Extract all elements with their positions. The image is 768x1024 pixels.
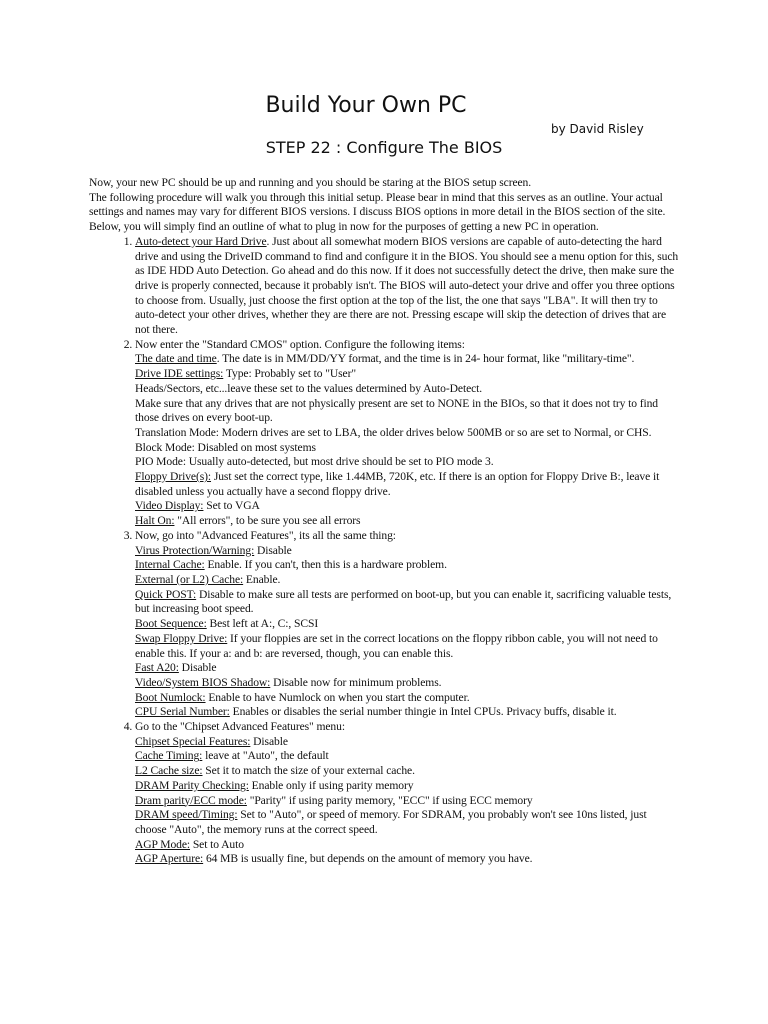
step-line (135, 764, 680, 779)
step-line (135, 779, 680, 794)
step-line (135, 470, 680, 499)
setting-label: Internal Cache: (135, 558, 205, 572)
setting-text: Enable. (243, 572, 281, 586)
setting-text: If your floppies are set in the correct locations on the floppy ribbon cable, you will not need to enable this. If your a: and b: are reversed, though, you can enable this. (135, 631, 658, 660)
setting-text: Translation Mode: Modern drives are set to LBA, the older drives below 500MB or so are set to Normal, or CHS. (135, 425, 652, 439)
step-item (135, 529, 680, 720)
setting-label: Halt On: (135, 514, 175, 528)
setting-text: Heads/Sectors, etc...leave these set to the values determined by Auto-Detect. (135, 381, 483, 395)
step-line (135, 852, 680, 867)
setting-text: Enable to have Numlock on when you start the computer. (205, 690, 470, 704)
setting-label: Video Display: (135, 499, 204, 513)
setting-label: Quick POST: (135, 587, 197, 601)
setting-text: Now, go into "Advanced Features", its all the same thing: (135, 528, 396, 542)
step-line (135, 705, 680, 720)
step-line (135, 661, 680, 676)
setting-text: . Just about all somewhat modern BIOS versions are capable of auto-detecting the hard drive and using the DriveID command to find and configure it in the BIOS. You should see a menu option for this, such as IDE HDD Auto Detection. Go ahead and do this now. If it does not successfully detect the drive, then make sure the drive is properly connected, because it probably isn't. The BIOS will auto-detect your drive and offer you three options to choose from. Usually, just choose the first option at the top of the list, the one that says "LBA". It will then try to auto-detect your other drives, whether they are there are not. Pressing escape will skip the detection of drives that are not there. (135, 234, 679, 337)
setting-text: Set it to match the size of your external cache. (202, 764, 415, 778)
setting-label: Swap Floppy Drive: (135, 631, 228, 645)
step-line (135, 691, 680, 706)
setting-text: Just set the correct type, like 1.44MB, 720K, etc. If there is an option for Floppy Drive B:, leave it disabled unless you actually have a second floppy drive. (135, 470, 660, 498)
step-line (135, 397, 680, 426)
setting-text: Go to the "Chipset Advanced Features" menu: (135, 720, 345, 734)
setting-text: Disable (178, 661, 217, 675)
step-line (135, 720, 680, 735)
setting-label: Floppy Drive(s): (135, 470, 212, 484)
steps-list (89, 235, 680, 867)
setting-text: 64 MB is usually fine, but depends on the amount of memory you have. (203, 852, 533, 866)
setting-label: Boot Sequence: (135, 617, 207, 631)
setting-label: Virus Protection/Warning: (135, 543, 255, 557)
step-heading: STEP 22 : Configure The BIOS (265, 138, 503, 157)
step-line (135, 749, 680, 764)
setting-text: Enable. If you can't, then this is a hardware problem. (204, 558, 447, 572)
step-line (135, 558, 680, 573)
setting-label: Drive IDE settings: (135, 367, 224, 381)
setting-label: DRAM Parity Checking: (135, 778, 249, 792)
step-line (135, 676, 680, 691)
setting-label: Cache Timing: (135, 749, 203, 763)
setting-text: Now enter the "Standard CMOS" option. Configure the following items: (135, 337, 465, 351)
setting-text: Set to VGA (203, 499, 260, 513)
step-line (135, 235, 680, 338)
step-line (135, 352, 680, 367)
intro-paragraph: Now, your new PC should be up and running and you should be staring at the BIOS setup screen. (89, 176, 532, 189)
setting-label: DRAM speed/Timing: (135, 808, 238, 822)
document-body (89, 176, 680, 867)
setting-label: Dram parity/ECC mode: (135, 793, 247, 807)
setting-label: AGP Mode: (135, 837, 191, 851)
setting-text: Disable (250, 734, 288, 748)
setting-text: Set to "Auto", or speed of memory. For SDRAM, you probably won't see 10ns listed, just choose "Auto", the memory runs at the correct speed. (135, 808, 647, 836)
setting-text: Disable to make sure all tests are performed on boot-up, but you can enable it, sacrificing valuable tests, but increasing boot speed. (135, 587, 672, 616)
setting-text: Make sure that any drives that are not physically present are set to NONE in the BIOs, so that it does not try to find those drives on every boot-up. (135, 396, 659, 425)
setting-text: Enables or disables the serial number thingie in Intel CPUs. Privacy buffs, disable it. (229, 705, 617, 719)
setting-text: PIO Mode: Usually auto-detected, but most drive should be set to PIO mode 3. (135, 455, 494, 469)
step-line (135, 735, 680, 750)
setting-label: Chipset Special Features: (135, 734, 251, 748)
setting-text: "Parity" if using parity memory, "ECC" if using ECC memory (246, 793, 533, 807)
author-byline: by David Risley (551, 122, 644, 136)
document-title: Build Your Own PC (265, 93, 467, 118)
setting-text: Type: Probably set to "User" (223, 367, 356, 381)
intro-section (89, 176, 680, 235)
setting-label: The date and time (135, 352, 217, 366)
step-item (135, 338, 680, 529)
step-line (135, 455, 680, 470)
step-line (135, 514, 680, 529)
setting-text: Disable now for minimum problems. (270, 675, 442, 689)
setting-label: L2 Cache size: (135, 764, 203, 778)
intro-paragraph: The following procedure will walk you through this initial setup. Please bear in mind that this serves as an outline. Your actual settings and names may vary for different BIOS versions. I discuss BIOS options in more detail in the BIOS section of the site. Below, you will simply find an outline of what to plug in now for the purposes of getting a new PC in operation. (89, 190, 666, 234)
step-line (135, 808, 680, 837)
setting-label: Video/System BIOS Shadow: (135, 675, 271, 689)
step-line (135, 632, 680, 661)
step-line (135, 499, 680, 514)
setting-label: External (or L2) Cache: (135, 572, 244, 586)
setting-text: Set to Auto (190, 837, 244, 851)
setting-text: "All errors", to be sure you see all errors (174, 514, 361, 528)
setting-label: Auto-detect your Hard Drive (135, 234, 267, 248)
step-line (135, 367, 680, 382)
setting-text: Block Mode: Disabled on most systems (135, 440, 316, 454)
step-line (135, 529, 680, 544)
step-line (135, 544, 680, 559)
setting-text: Disable (254, 543, 292, 557)
setting-label: Boot Numlock: (135, 690, 206, 704)
setting-label: AGP Aperture: (135, 852, 204, 866)
step-line (135, 338, 680, 353)
step-line (135, 588, 680, 617)
setting-text: Best left at A:, C:, SCSI (206, 617, 319, 631)
setting-label: Fast A20: (135, 661, 179, 675)
step-line (135, 441, 680, 456)
setting-text: Enable only if using parity memory (248, 778, 414, 792)
step-item (135, 720, 680, 867)
step-line (135, 838, 680, 853)
setting-text: leave at "Auto", the default (202, 749, 329, 763)
step-line (135, 617, 680, 632)
step-item (135, 235, 680, 338)
setting-text: . The date is in MM/DD/YY format, and the time is in 24- hour format, like "military-time". (216, 352, 635, 366)
step-line (135, 382, 680, 397)
step-line (135, 426, 680, 441)
step-line (135, 794, 680, 809)
step-line (135, 573, 680, 588)
setting-label: CPU Serial Number: (135, 705, 230, 719)
